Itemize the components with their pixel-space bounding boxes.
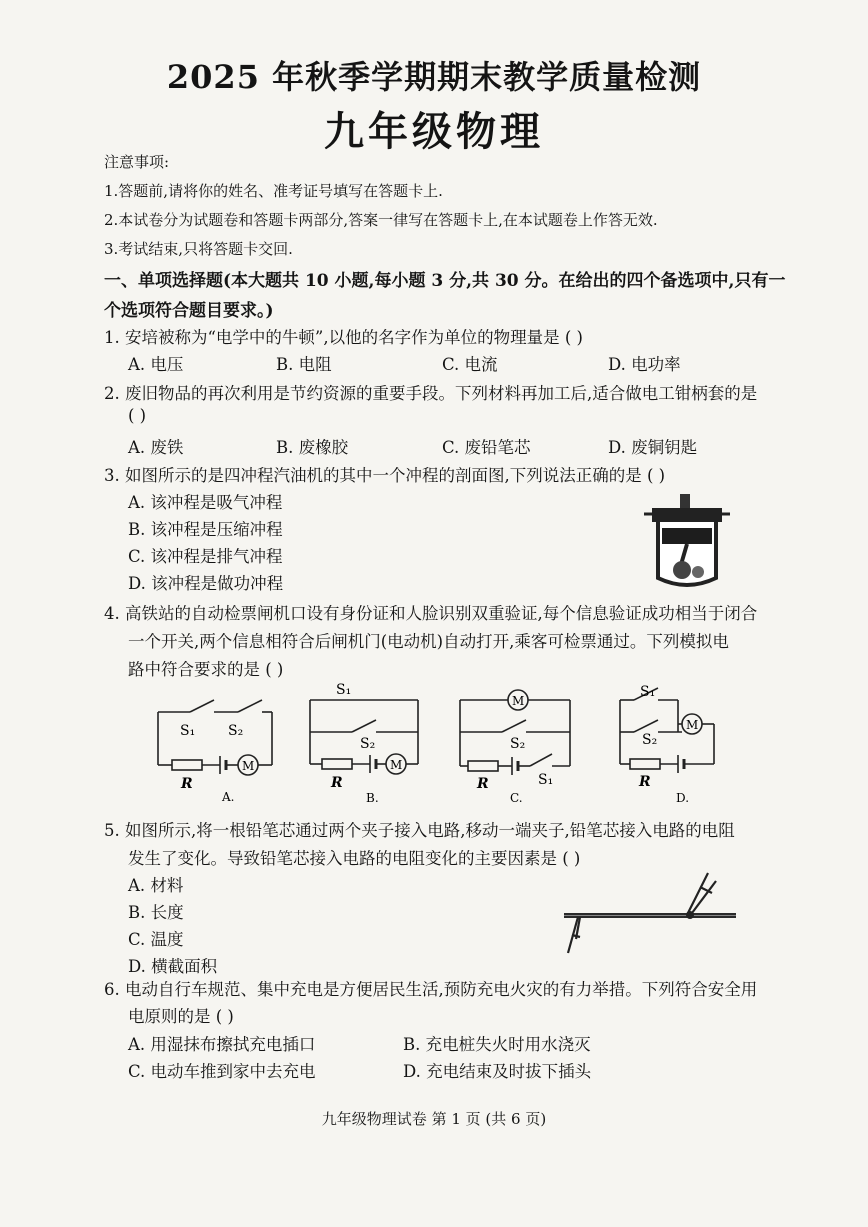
circuit-c-s1-label: S₁ bbox=[538, 772, 554, 788]
q3-stem: 3. 如图所示的是四冲程汽油机的其中一个冲程的剖面图,下列说法正确的是 ( ) bbox=[104, 466, 666, 485]
circuit-b-r-label: R bbox=[331, 775, 343, 791]
q2-option-d: D. 废铜钥匙 bbox=[608, 438, 698, 457]
circuit-c bbox=[450, 680, 580, 805]
circuit-b-caption: B. bbox=[366, 791, 379, 805]
circuit-b-s2-label: S₂ bbox=[360, 736, 376, 752]
q5-stem-line1: 5. 如图所示,将一根铅笔芯通过两个夹子接入电路,移动一端夹子,铅笔芯接入电路的电阻 bbox=[104, 821, 735, 840]
section-heading-line1: 一、单项选择题(本大题共 10 小题,每小题 3 分,共 30 分。在给出的四个备选项中,只有一 bbox=[104, 271, 786, 291]
q6-stem-line2: 电原则的是 ( ) bbox=[128, 1007, 234, 1026]
right-clip-icon bbox=[688, 873, 716, 913]
q3-option-a: A. 该冲程是吸气冲程 bbox=[128, 493, 283, 512]
q3-option-c: C. 该冲程是排气冲程 bbox=[128, 547, 283, 566]
q2-option-b: B. 废橡胶 bbox=[276, 438, 349, 457]
note-item-1: 1.答题前,请将你的姓名、准考证号填写在答题卡上. bbox=[104, 182, 443, 200]
page-footer: 九年级物理试卷 第 1 页 (共 6 页) bbox=[321, 1110, 547, 1128]
note-item-2: 2.本试卷分为试题卷和答题卡两部分,答案一律写在答题卡上,在本试题卷上作答无效. bbox=[104, 211, 658, 229]
q4-stem-line2: 一个开关,两个信息相符合后闸机门(电动机)自动打开,乘客可检票通过。下列模拟电 bbox=[128, 632, 729, 651]
circuit-d-caption: D. bbox=[676, 791, 690, 805]
circuit-a bbox=[150, 690, 280, 805]
q6-stem-line1: 6. 电动自行车规范、集中充电是方便居民生活,预防充电火灾的有力举措。下列符合安全用 bbox=[104, 980, 758, 999]
circuit-c-r-label: R bbox=[477, 776, 489, 792]
left-clip-icon bbox=[568, 917, 580, 953]
pencil-lead-figure bbox=[550, 865, 740, 960]
q4-stem-line3: 路中符合要求的是 ( ) bbox=[128, 660, 284, 679]
circuit-a-caption: A. bbox=[222, 790, 235, 804]
q6-option-d: D. 充电结束及时拔下插头 bbox=[403, 1062, 592, 1081]
q6-option-a: A. 用湿抹布擦拭充电插口 bbox=[128, 1035, 316, 1054]
circuit-c-motor-label: M bbox=[512, 694, 525, 708]
q3-option-d: D. 该冲程是做功冲程 bbox=[128, 574, 284, 593]
q5-option-c: C. 温度 bbox=[128, 930, 184, 949]
engine-cylinder-figure bbox=[640, 492, 735, 592]
note-item-3: 3.考试结束,只将答题卡交回. bbox=[104, 240, 293, 258]
circuit-b-motor-label: M bbox=[390, 758, 403, 772]
circuit-d-r-label: R bbox=[639, 774, 651, 790]
circuit-d-s2-label: S₂ bbox=[642, 732, 658, 748]
circuit-a-s2-label: S₂ bbox=[228, 723, 244, 739]
circuit-d-s1-label: S₁ bbox=[640, 684, 656, 700]
q3-option-b: B. 该冲程是压缩冲程 bbox=[128, 520, 283, 539]
circuit-d bbox=[612, 680, 742, 805]
q1-option-d: D. 电功率 bbox=[608, 355, 681, 374]
q1-stem: 1. 安培被称为“电学中的牛顿”,以他的名字作为单位的物理量是 ( ) bbox=[104, 328, 583, 347]
circuit-a-motor-label: M bbox=[242, 759, 255, 773]
circuit-a-r-label: R bbox=[181, 776, 193, 792]
q4-stem-line1: 4. 高铁站的自动检票闸机口设有身份证和人脸识别双重验证,每个信息验证成功相当于闭合 bbox=[104, 604, 758, 623]
q2-stem-line2: ( ) bbox=[128, 406, 147, 425]
circuit-d-motor-label: M bbox=[686, 718, 699, 732]
section-heading-line2: 个选项符合题目要求。) bbox=[104, 301, 274, 321]
q1-option-b: B. 电阻 bbox=[276, 355, 332, 374]
q5-stem-line2: 发生了变化。导致铅笔芯接入电路的电阻变化的主要因素是 ( ) bbox=[128, 849, 581, 868]
q2-option-a: A. 废铁 bbox=[128, 438, 184, 457]
circuit-c-s2-label: S₂ bbox=[510, 736, 526, 752]
q1-option-c: C. 电流 bbox=[442, 355, 498, 374]
q5-option-a: A. 材料 bbox=[128, 876, 184, 895]
q2-stem-line1: 2. 废旧物品的再次利用是节约资源的重要手段。下列材料再加工后,适合做电工钳柄套的是 bbox=[104, 384, 758, 403]
circuit-b-s1-label: S₁ bbox=[336, 682, 352, 698]
q6-option-c: C. 电动车推到家中去充电 bbox=[128, 1062, 316, 1081]
q1-option-a: A. 电压 bbox=[128, 355, 184, 374]
q2-option-c: C. 废铅笔芯 bbox=[442, 438, 531, 457]
q5-option-d: D. 横截面积 bbox=[128, 957, 218, 976]
q6-option-b: B. 充电桩失火时用水浇灭 bbox=[403, 1035, 591, 1054]
exam-title: 2025 年秋季学期期末教学质量检测 bbox=[166, 58, 702, 96]
circuit-c-caption: C. bbox=[510, 791, 523, 805]
notes-heading: 注意事项: bbox=[104, 153, 170, 171]
subject-title: 九年级物理 bbox=[324, 108, 544, 155]
q5-option-b: B. 长度 bbox=[128, 903, 184, 922]
circuit-a-s1-label: S₁ bbox=[180, 723, 196, 739]
circuit-b bbox=[300, 680, 430, 805]
